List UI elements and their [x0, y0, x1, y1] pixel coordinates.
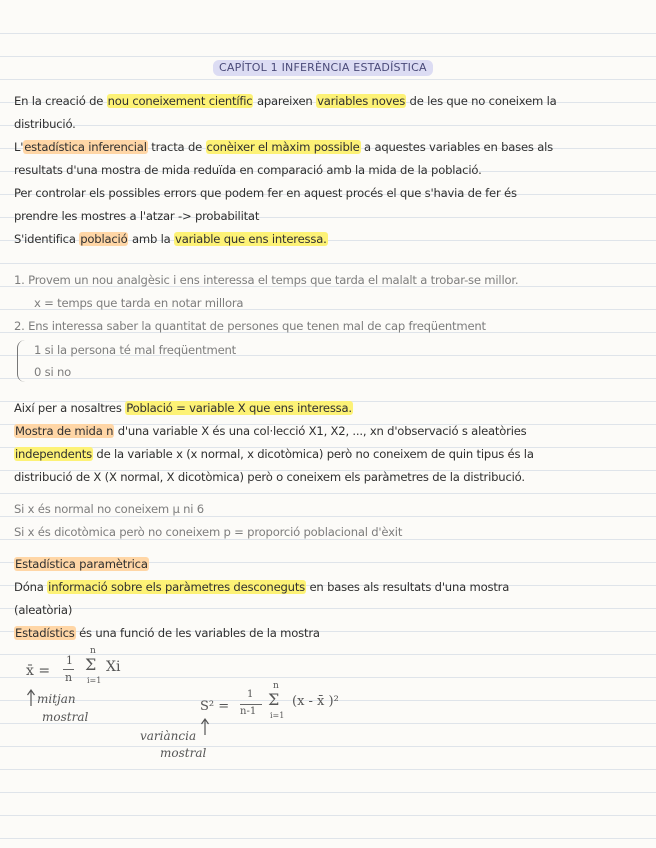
highlight-population: població: [80, 232, 128, 246]
arrow-up-icon: [26, 688, 36, 708]
text: S'identifica: [14, 232, 80, 246]
highlight-inferential-statistics: estadística inferencial: [24, 140, 147, 154]
variance-note-2: mostral: [160, 746, 207, 760]
mean-note-2: mostral: [42, 710, 89, 724]
mean-sum-symbol: Σ: [85, 655, 97, 674]
p6-line3: distribució de X (X normal, X dicotòmica) però o coneixem els paràmetres de la distribució.: [14, 470, 525, 484]
mean-frac-bar: [63, 669, 74, 670]
text: apareixen: [253, 94, 317, 108]
variance-sum-top: n: [273, 681, 279, 691]
text: és una funció de les variables de la mostra: [75, 626, 320, 640]
brace-icon: [17, 340, 26, 382]
mean-sum-bottom: i=1: [87, 676, 102, 685]
variance-sum-symbol: Σ: [268, 690, 280, 709]
chapter-title: CAPÍTOL 1 INFERÈNCIA ESTADÍSTICA: [213, 60, 433, 76]
text: de les que no coneixem la: [406, 94, 557, 108]
text: a aquestes variables en bases als: [360, 140, 554, 154]
p6-line1: [14, 423, 527, 439]
variance-frac-num: 1: [247, 689, 254, 700]
mean-lhs: x̄ =: [26, 663, 51, 679]
highlight-parametric-statistics: Estadística paramètrica: [15, 557, 148, 571]
p1-line2: distribució.: [14, 117, 76, 131]
p6-line2: [14, 446, 534, 462]
highlight-new-knowledge: nou coneixement científic: [107, 94, 253, 108]
p3-line1: Per controlar els possibles errors que podem fer en aquest procés el que s'havia de fer és: [14, 186, 517, 200]
mean-frac-num: 1: [66, 654, 73, 667]
mean-term: Xi: [106, 659, 121, 675]
p2-line1: [14, 139, 553, 155]
text: En la creació de: [14, 94, 107, 108]
text: tracta de: [147, 140, 206, 154]
p7-line2: Si x és dicotòmica però no coneixem p = proporció poblacional d'èxit: [14, 525, 403, 539]
mean-note-1: mitjan: [37, 692, 76, 706]
text: Així per a nosaltres: [14, 401, 126, 415]
variance-note-1: variància: [140, 729, 197, 743]
variance-frac-bar: [240, 704, 262, 705]
highlight-variable-of-interest: variable que ens interessa.: [175, 232, 327, 246]
highlight-new-variables: variables noves: [317, 94, 406, 108]
variance-term: (x - x̄ )²: [292, 694, 339, 709]
example-2: 2. Ens interessa saber la quantitat de persones que tenen mal de cap freqüentment: [14, 319, 486, 333]
p9-line1: [14, 625, 320, 641]
highlight-max-possible: conèixer el màxim possible: [206, 140, 360, 154]
p1-line1: [14, 93, 557, 109]
p8-line2: (aleatòria): [14, 603, 73, 617]
case-1: 1 si la persona té mal freqüentment: [34, 343, 236, 357]
p7-line1: Si x és normal no coneixem μ ni 6: [14, 502, 204, 516]
example-1-variable: x = temps que tarda en notar millora: [34, 296, 244, 310]
text: L': [14, 140, 24, 154]
variance-lhs: S² =: [200, 699, 230, 714]
highlight-unknown-parameters: informació sobre els paràmetres desconeguts: [48, 580, 306, 594]
text: amb la: [128, 232, 175, 246]
highlight-statistics: Estadístics: [15, 626, 75, 640]
p8-line1: [14, 579, 509, 595]
text: Dóna: [14, 580, 48, 594]
variance-sum-bottom: i=1: [270, 711, 285, 720]
arrow-up-icon: [200, 717, 210, 737]
text: en bases als resultats d'una mostra: [306, 580, 510, 594]
p5-line1: [14, 400, 353, 416]
mean-frac-den: n: [65, 671, 73, 684]
highlight-independent: independents: [15, 447, 92, 461]
p8-heading: [14, 556, 149, 572]
p2-line2: resultats d'una mostra de mida reduïda en comparació amb la mida de la població.: [14, 163, 482, 177]
mean-sum-top: n: [90, 646, 96, 656]
highlight-population-definition: Població = variable X que ens interessa.: [126, 401, 352, 415]
p3-line2: prendre les mostres a l'atzar -> probabilitat: [14, 209, 260, 223]
highlight-sample-size-n: Mostra de mida n: [15, 424, 114, 438]
variance-frac-den: n-1: [240, 706, 257, 717]
p4-line1: [14, 231, 328, 247]
text: d'una variable X és una col·lecció X1, X2, ..., xn d'observació s aleatòries: [114, 424, 527, 438]
example-1: 1. Provem un nou analgèsic i ens interessa el temps que tarda el malalt a trobar-se millor.: [14, 273, 519, 287]
case-0: 0 si no: [34, 365, 72, 379]
text: de la variable x (x normal, x dicotòmica) però no coneixem de quin tipus és la: [92, 447, 534, 461]
